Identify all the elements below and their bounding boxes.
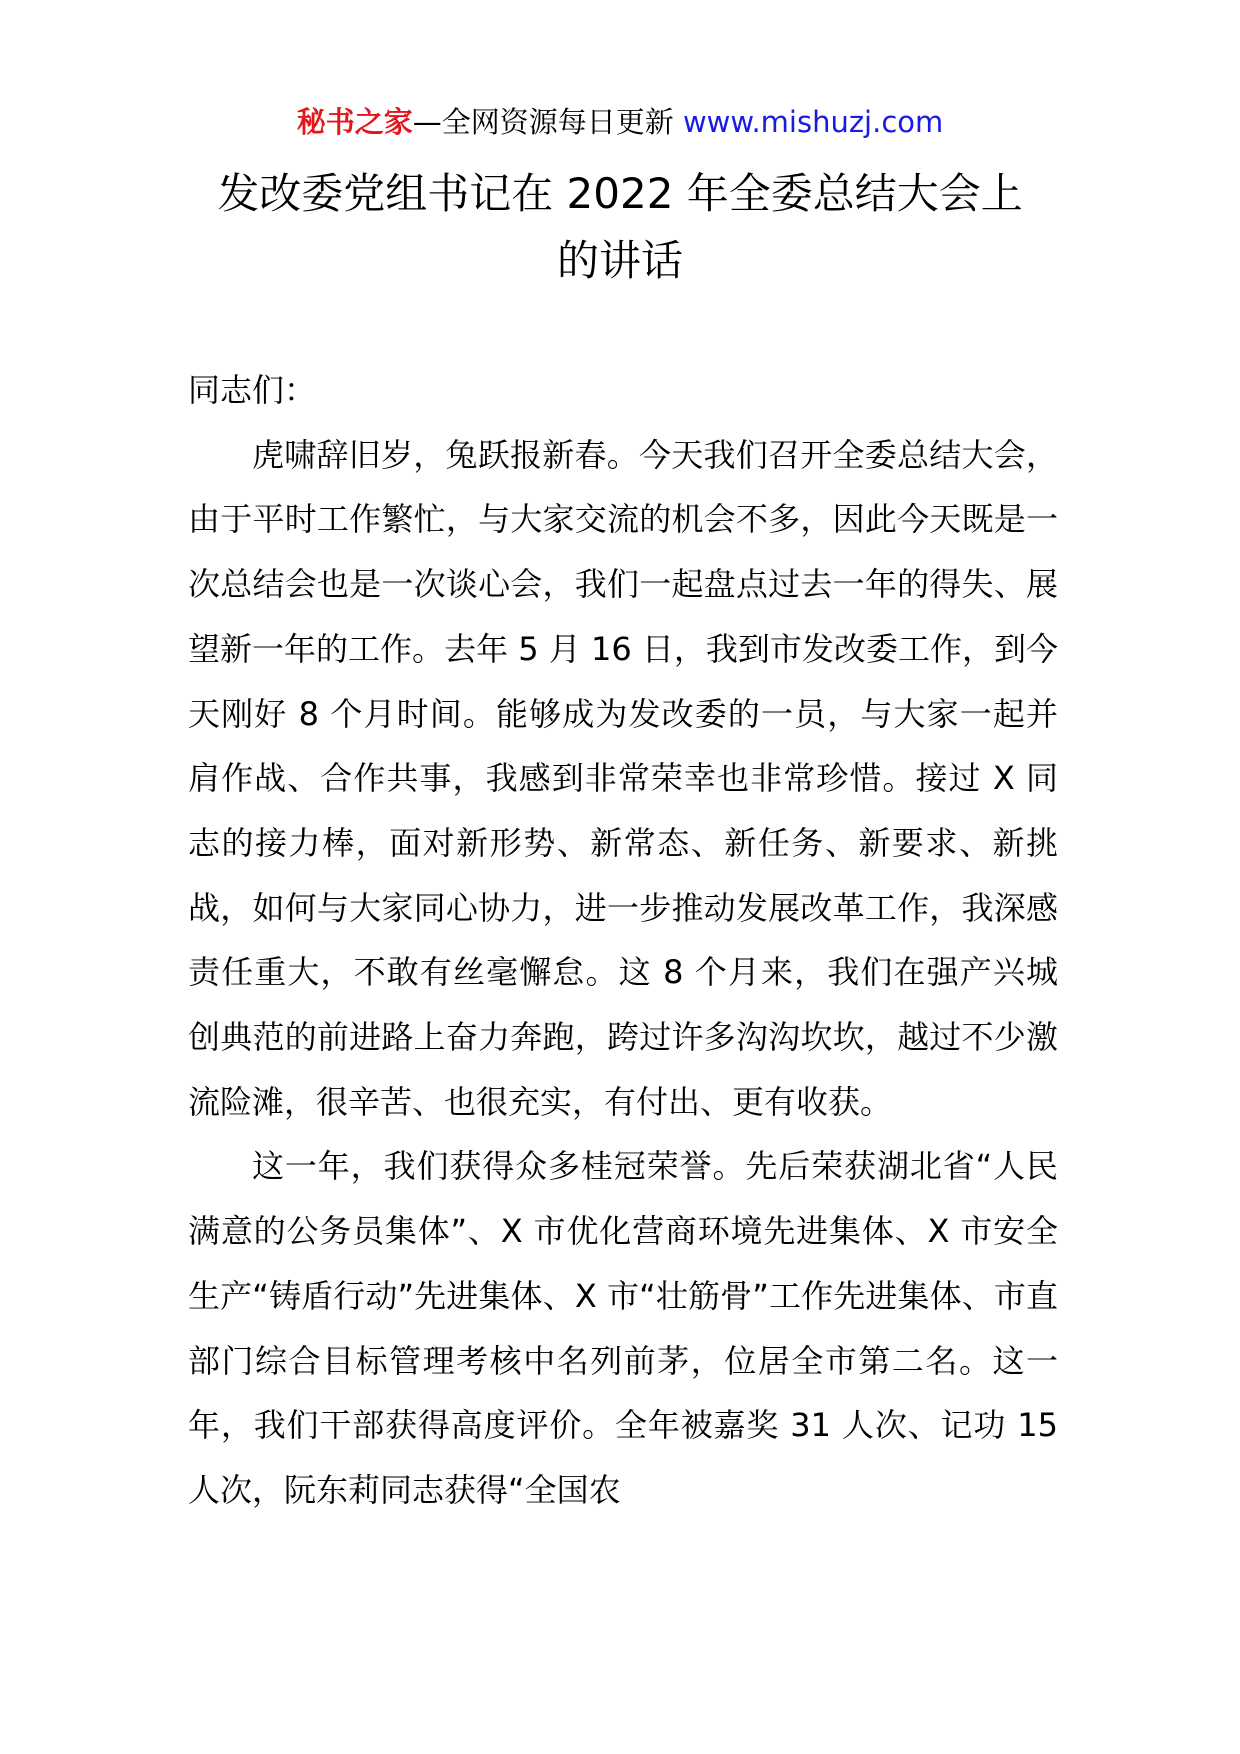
site-header (0, 102, 1240, 142)
document-title (150, 160, 1090, 294)
paragraph-2: 这一年，我们获得众多桂冠荣誉。先后荣获湖北省“人民满意的公务员集体”、X 市优化营商环境先进集体、X 市安全生产“铸盾行动”先进集体、X 市“壮筋骨”工作先进集体、市直部门综合目标管理考核中名列前茅，位居全市第二名。这一年，我们干部获得高度评价。全年被嘉奖 31 人次、记功 15 人次，阮东莉同志获得“全国农 (188, 1147, 1058, 1509)
paragraph-1: 虎啸辞旧岁，兔跃报新春。今天我们召开全委总结大会，由于平时工作繁忙，与大家交流的机会不多，因此今天既是一次总结会也是一次谈心会，我们一起盘点过去一年的得失、展望新一年的工作。去年 5 月 16 日，我到市发改委工作，到今天刚好 8 个月时间。能够成为发改委的一员，与大家一起并肩作战、合作共事，我感到非常荣幸也非常珍惜。接过 X 同志的接力棒，面对新形势、新常态、新任务、新要求、新挑战，如何与大家同心协力，进一步推动发展改革工作，我深感责任重大，不敢有丝毫懈怠。这 8 个月来，我们在强产兴城创典范的前进路上奋力奔跑，跨过许多沟沟坎坎，越过不少激流险滩，很辛苦、也很充实，有付出、更有收获。 (188, 435, 1058, 1121)
document-title-line-1: 发改委党组书记在 2022 年全委总结大会上 (217, 169, 1023, 218)
document-title-line-2: 的讲话 (556, 236, 683, 285)
site-tagline: —全网资源每日更新 (412, 105, 683, 139)
greeting: 同志们： (188, 371, 317, 409)
document-body (188, 358, 1058, 1523)
site-brand: 秘书之家 (296, 105, 413, 139)
site-url-link[interactable]: www.mishuzj.com (682, 105, 944, 139)
